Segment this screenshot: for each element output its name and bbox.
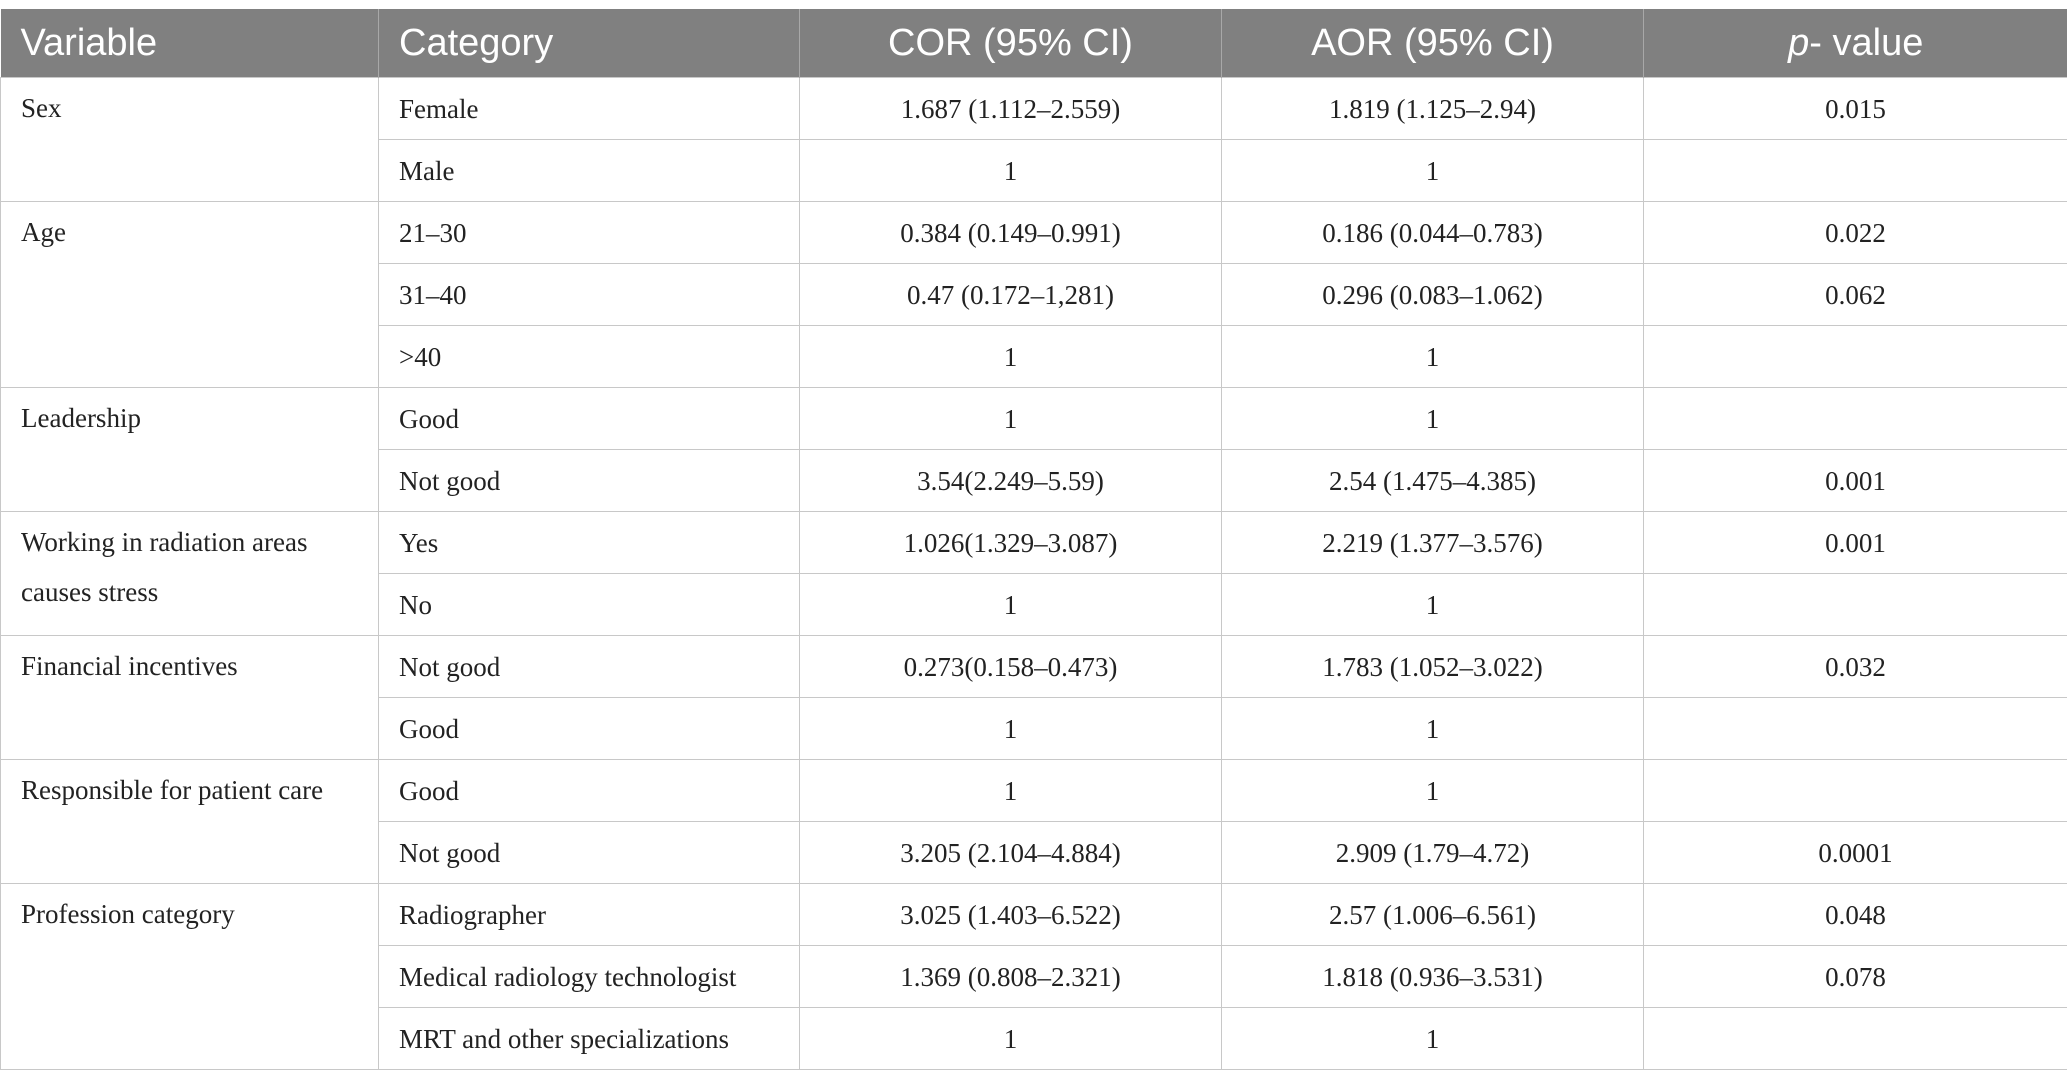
variable-cell: Age bbox=[1, 202, 379, 388]
cor-cell: 1.026(1.329–3.087) bbox=[800, 512, 1222, 574]
p-value-cell bbox=[1644, 698, 2067, 760]
table-row bbox=[1, 760, 2067, 822]
table-row bbox=[1, 388, 2067, 450]
aor-cell: 1.818 (0.936–3.531) bbox=[1222, 946, 1644, 1008]
header-category: Category bbox=[379, 9, 800, 78]
p-value-cell bbox=[1644, 760, 2067, 822]
aor-cell: 1 bbox=[1222, 698, 1644, 760]
p-value-cell bbox=[1644, 326, 2067, 388]
p-value-cell: 0.001 bbox=[1644, 450, 2067, 512]
cor-cell: 1.687 (1.112–2.559) bbox=[800, 78, 1222, 140]
p-value-cell: 0.022 bbox=[1644, 202, 2067, 264]
aor-cell: 1 bbox=[1222, 388, 1644, 450]
header-row bbox=[1, 9, 2067, 78]
category-cell: Male bbox=[379, 140, 800, 202]
aor-cell: 2.219 (1.377–3.576) bbox=[1222, 512, 1644, 574]
category-cell: No bbox=[379, 574, 800, 636]
cor-cell: 1 bbox=[800, 140, 1222, 202]
category-cell: >40 bbox=[379, 326, 800, 388]
category-cell: 21–30 bbox=[379, 202, 800, 264]
category-cell: Female bbox=[379, 78, 800, 140]
category-cell: Not good bbox=[379, 450, 800, 512]
cor-cell: 0.47 (0.172–1,281) bbox=[800, 264, 1222, 326]
cor-cell: 3.205 (2.104–4.884) bbox=[800, 822, 1222, 884]
aor-cell: 1 bbox=[1222, 574, 1644, 636]
aor-cell: 1.819 (1.125–2.94) bbox=[1222, 78, 1644, 140]
variable-cell: Profession category bbox=[1, 884, 379, 1070]
header-aor: AOR (95% CI) bbox=[1222, 9, 1644, 78]
aor-cell: 2.54 (1.475–4.385) bbox=[1222, 450, 1644, 512]
cor-cell: 1 bbox=[800, 574, 1222, 636]
cor-cell: 0.273(0.158–0.473) bbox=[800, 636, 1222, 698]
table-row bbox=[1, 512, 2067, 574]
aor-cell: 1 bbox=[1222, 760, 1644, 822]
aor-cell: 2.57 (1.006–6.561) bbox=[1222, 884, 1644, 946]
table-body bbox=[1, 78, 2067, 1070]
category-cell: 31–40 bbox=[379, 264, 800, 326]
header-p-value bbox=[1644, 9, 2067, 78]
table-row bbox=[1, 884, 2067, 946]
cor-cell: 3.025 (1.403–6.522) bbox=[800, 884, 1222, 946]
category-cell: Radiographer bbox=[379, 884, 800, 946]
category-cell: Medical radiology technologist bbox=[379, 946, 800, 1008]
header-p-italic: p bbox=[1788, 21, 1810, 64]
category-cell: Yes bbox=[379, 512, 800, 574]
aor-cell: 2.909 (1.79–4.72) bbox=[1222, 822, 1644, 884]
cor-cell: 1 bbox=[800, 760, 1222, 822]
category-cell: Good bbox=[379, 388, 800, 450]
aor-cell: 0.186 (0.044–0.783) bbox=[1222, 202, 1644, 264]
table-row bbox=[1, 202, 2067, 264]
p-value-cell: 0.062 bbox=[1644, 264, 2067, 326]
cor-cell: 1 bbox=[800, 1008, 1222, 1070]
p-value-cell bbox=[1644, 388, 2067, 450]
header-p-rest: - value bbox=[1809, 21, 1924, 64]
category-cell: Good bbox=[379, 698, 800, 760]
p-value-cell bbox=[1644, 574, 2067, 636]
table-row bbox=[1, 636, 2067, 698]
cor-cell: 0.384 (0.149–0.991) bbox=[800, 202, 1222, 264]
variable-cell: Financial incentives bbox=[1, 636, 379, 760]
aor-cell: 1.783 (1.052–3.022) bbox=[1222, 636, 1644, 698]
header-variable: Variable bbox=[1, 9, 379, 78]
p-value-cell: 0.0001 bbox=[1644, 822, 2067, 884]
p-value-cell: 0.048 bbox=[1644, 884, 2067, 946]
table-header bbox=[1, 9, 2067, 78]
odds-ratio-table bbox=[0, 9, 2067, 1070]
p-value-cell bbox=[1644, 1008, 2067, 1070]
aor-cell: 1 bbox=[1222, 326, 1644, 388]
header-cor: COR (95% CI) bbox=[800, 9, 1222, 78]
cor-cell: 1 bbox=[800, 388, 1222, 450]
p-value-cell bbox=[1644, 140, 2067, 202]
aor-cell: 0.296 (0.083–1.062) bbox=[1222, 264, 1644, 326]
table-row bbox=[1, 78, 2067, 140]
category-cell: Good bbox=[379, 760, 800, 822]
category-cell: MRT and other specializations bbox=[379, 1008, 800, 1070]
cor-cell: 1.369 (0.808–2.321) bbox=[800, 946, 1222, 1008]
aor-cell: 1 bbox=[1222, 1008, 1644, 1070]
p-value-cell: 0.032 bbox=[1644, 636, 2067, 698]
cor-cell: 3.54(2.249–5.59) bbox=[800, 450, 1222, 512]
p-value-cell: 0.015 bbox=[1644, 78, 2067, 140]
variable-cell: Responsible for patient care bbox=[1, 760, 379, 884]
variable-cell: Working in radiation areas causes stress bbox=[1, 512, 379, 636]
variable-cell: Leadership bbox=[1, 388, 379, 512]
variable-cell: Sex bbox=[1, 78, 379, 202]
category-cell: Not good bbox=[379, 822, 800, 884]
p-value-cell: 0.001 bbox=[1644, 512, 2067, 574]
category-cell: Not good bbox=[379, 636, 800, 698]
aor-cell: 1 bbox=[1222, 140, 1644, 202]
cor-cell: 1 bbox=[800, 698, 1222, 760]
cor-cell: 1 bbox=[800, 326, 1222, 388]
p-value-cell: 0.078 bbox=[1644, 946, 2067, 1008]
